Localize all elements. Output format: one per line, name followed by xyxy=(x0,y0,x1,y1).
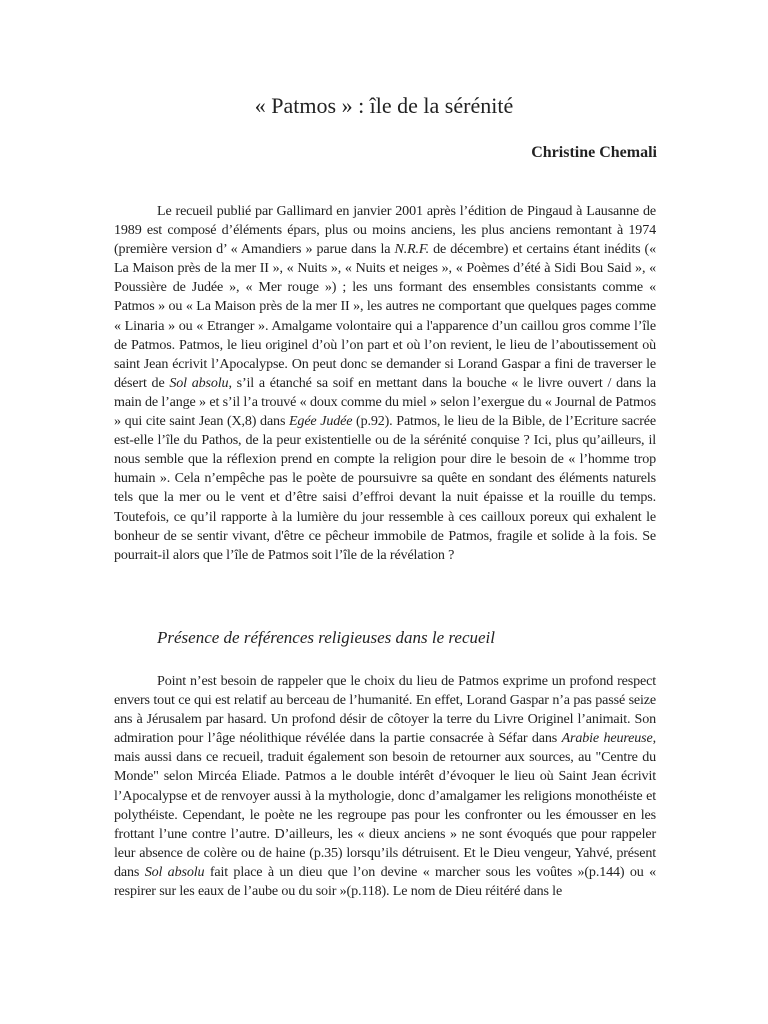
italic-title-egee-judee: Egée Judée xyxy=(288,413,353,430)
document-title: « Patmos » : île de la sérénité xyxy=(254,93,514,118)
text-run: Point n’est besoin de rappeler que le choix du lieu de Patmos exprime un profond respect envers tout ce qui est relatif au berceau de l’humanité. En effet, Lorand Gaspar n’a pas passé seize ans à Jérusalem par hasard. Un profond désir de côtoyer la terre du Livre Originel l’animait. Son admiration pour l’âge néolithique révélée dans la partie consacrée à Séfar dans xyxy=(114,673,656,747)
text-run: , mais aussi dans ce recueil, traduit également son besoin de retourner aux sources, au "Centre du Monde" selon Mircéa Eliade. Patmos a le double intérêt d’évoquer le lieu où Saint Jean écrivit l’Apocalypse et de renvoyer aussi à la mythologie, donc d’amalgamer les religions monothéiste et polythéiste. Cependant, le poète ne les regroupe pas pour les confronter ou les émousser en les frottant l’une contre l’autre. D’ailleurs, les « dieux anciens » ne sont évoqués que pour rappeler leur absence de colère ou de haine (p.35) lorsqu’ils détruisent. Et le Dieu vengeur, Yahvé, présent dans xyxy=(114,730,656,880)
text-run: de décembre) et certains étant inédits (« La Maison près de la mer II », « Nuits », « Nuits et neiges », « Poèmes d’été à Sidi Bou Said », « Poussière de Judée », « Mer rouge ») ; les uns formant des ensembles consistants comme « Patmos » ou « La Maison près de la mer II », les autres ne comportant que quelques pages comme « Linaria » ou « Etranger ». Amalgame volontaire qui a l'apparence d’un caillou gros comme l’île de Patmos. Patmos, le lieu originel d’où l’on part et où l’on revient, le lieu de l’aboutissement où saint Jean écrivit l’Apocalypse. On peut donc se demander si Lorand Gaspar a fini de traverser le désert de xyxy=(114,241,656,391)
text-run: fait place à un dieu que l’on devine « marcher sous les voûtes »(p.144) ou « respirer sur les eaux de l’aube ou du soir »(p.118). Le nom de Dieu réitéré dans le xyxy=(114,863,656,900)
italic-title-sol-absolu: Sol absolu xyxy=(169,374,229,391)
text-run: (p.92). Patmos, le lieu de la Bible, de l’Ecriture sacrée est-elle l’île du Pathos, de la peur existentielle ou de la sérénité conquise ? Ici, plus qu’ailleurs, il nous semble que la réflexion prend en compte la religion pour dire le besoin de « l’homme trop humain ». Cela n’empêche pas le poète de poursuivre sa quête en sondant des éléments naturels tels que la mer ou le vent et d’être saisi d’effroi devant la nuit épaisse et la rouille du temps. Toutefois, ce qu’il rapporte à la lumière du jour ressemble à ces cailloux poreux qui exhalent le bonheur de se sentir vivant, d'être ce pêcheur immobile de Patmos, fragile et solide à la fois. Se pourrait-il alors que l’île de Patmos soit l’île de la révélation ? xyxy=(114,413,656,563)
section-paragraph xyxy=(114,672,656,901)
italic-title-sol-absolu: Sol absolu xyxy=(144,863,205,880)
text-run: , s’il a étanché sa soif en mettant dans la bouche « le livre ouvert / dans la main de l’ange » et s’il l’a trouvé « doux comme du miel » selon l’exergue du « Journal de Patmos » qui cite saint Jean (X,8) dans xyxy=(114,374,656,430)
section-heading: Présence de références religieuses dans le recueil xyxy=(157,628,495,647)
italic-title-nrf: N.R.F. xyxy=(394,241,429,258)
text-run: Le recueil publié par Gallimard en janvier 2001 après l’édition de Pingaud à Lausanne de 1989 est composé d’éléments épars, plus ou moins anciens, les plus anciens remontant à 1974 (première version d’ « Amandiers » parue dans la xyxy=(114,203,656,258)
italic-title-arabie-heureuse: Arabie heureuse xyxy=(561,730,653,747)
author-name: Christine Chemali xyxy=(531,144,657,161)
intro-paragraph xyxy=(114,202,656,565)
